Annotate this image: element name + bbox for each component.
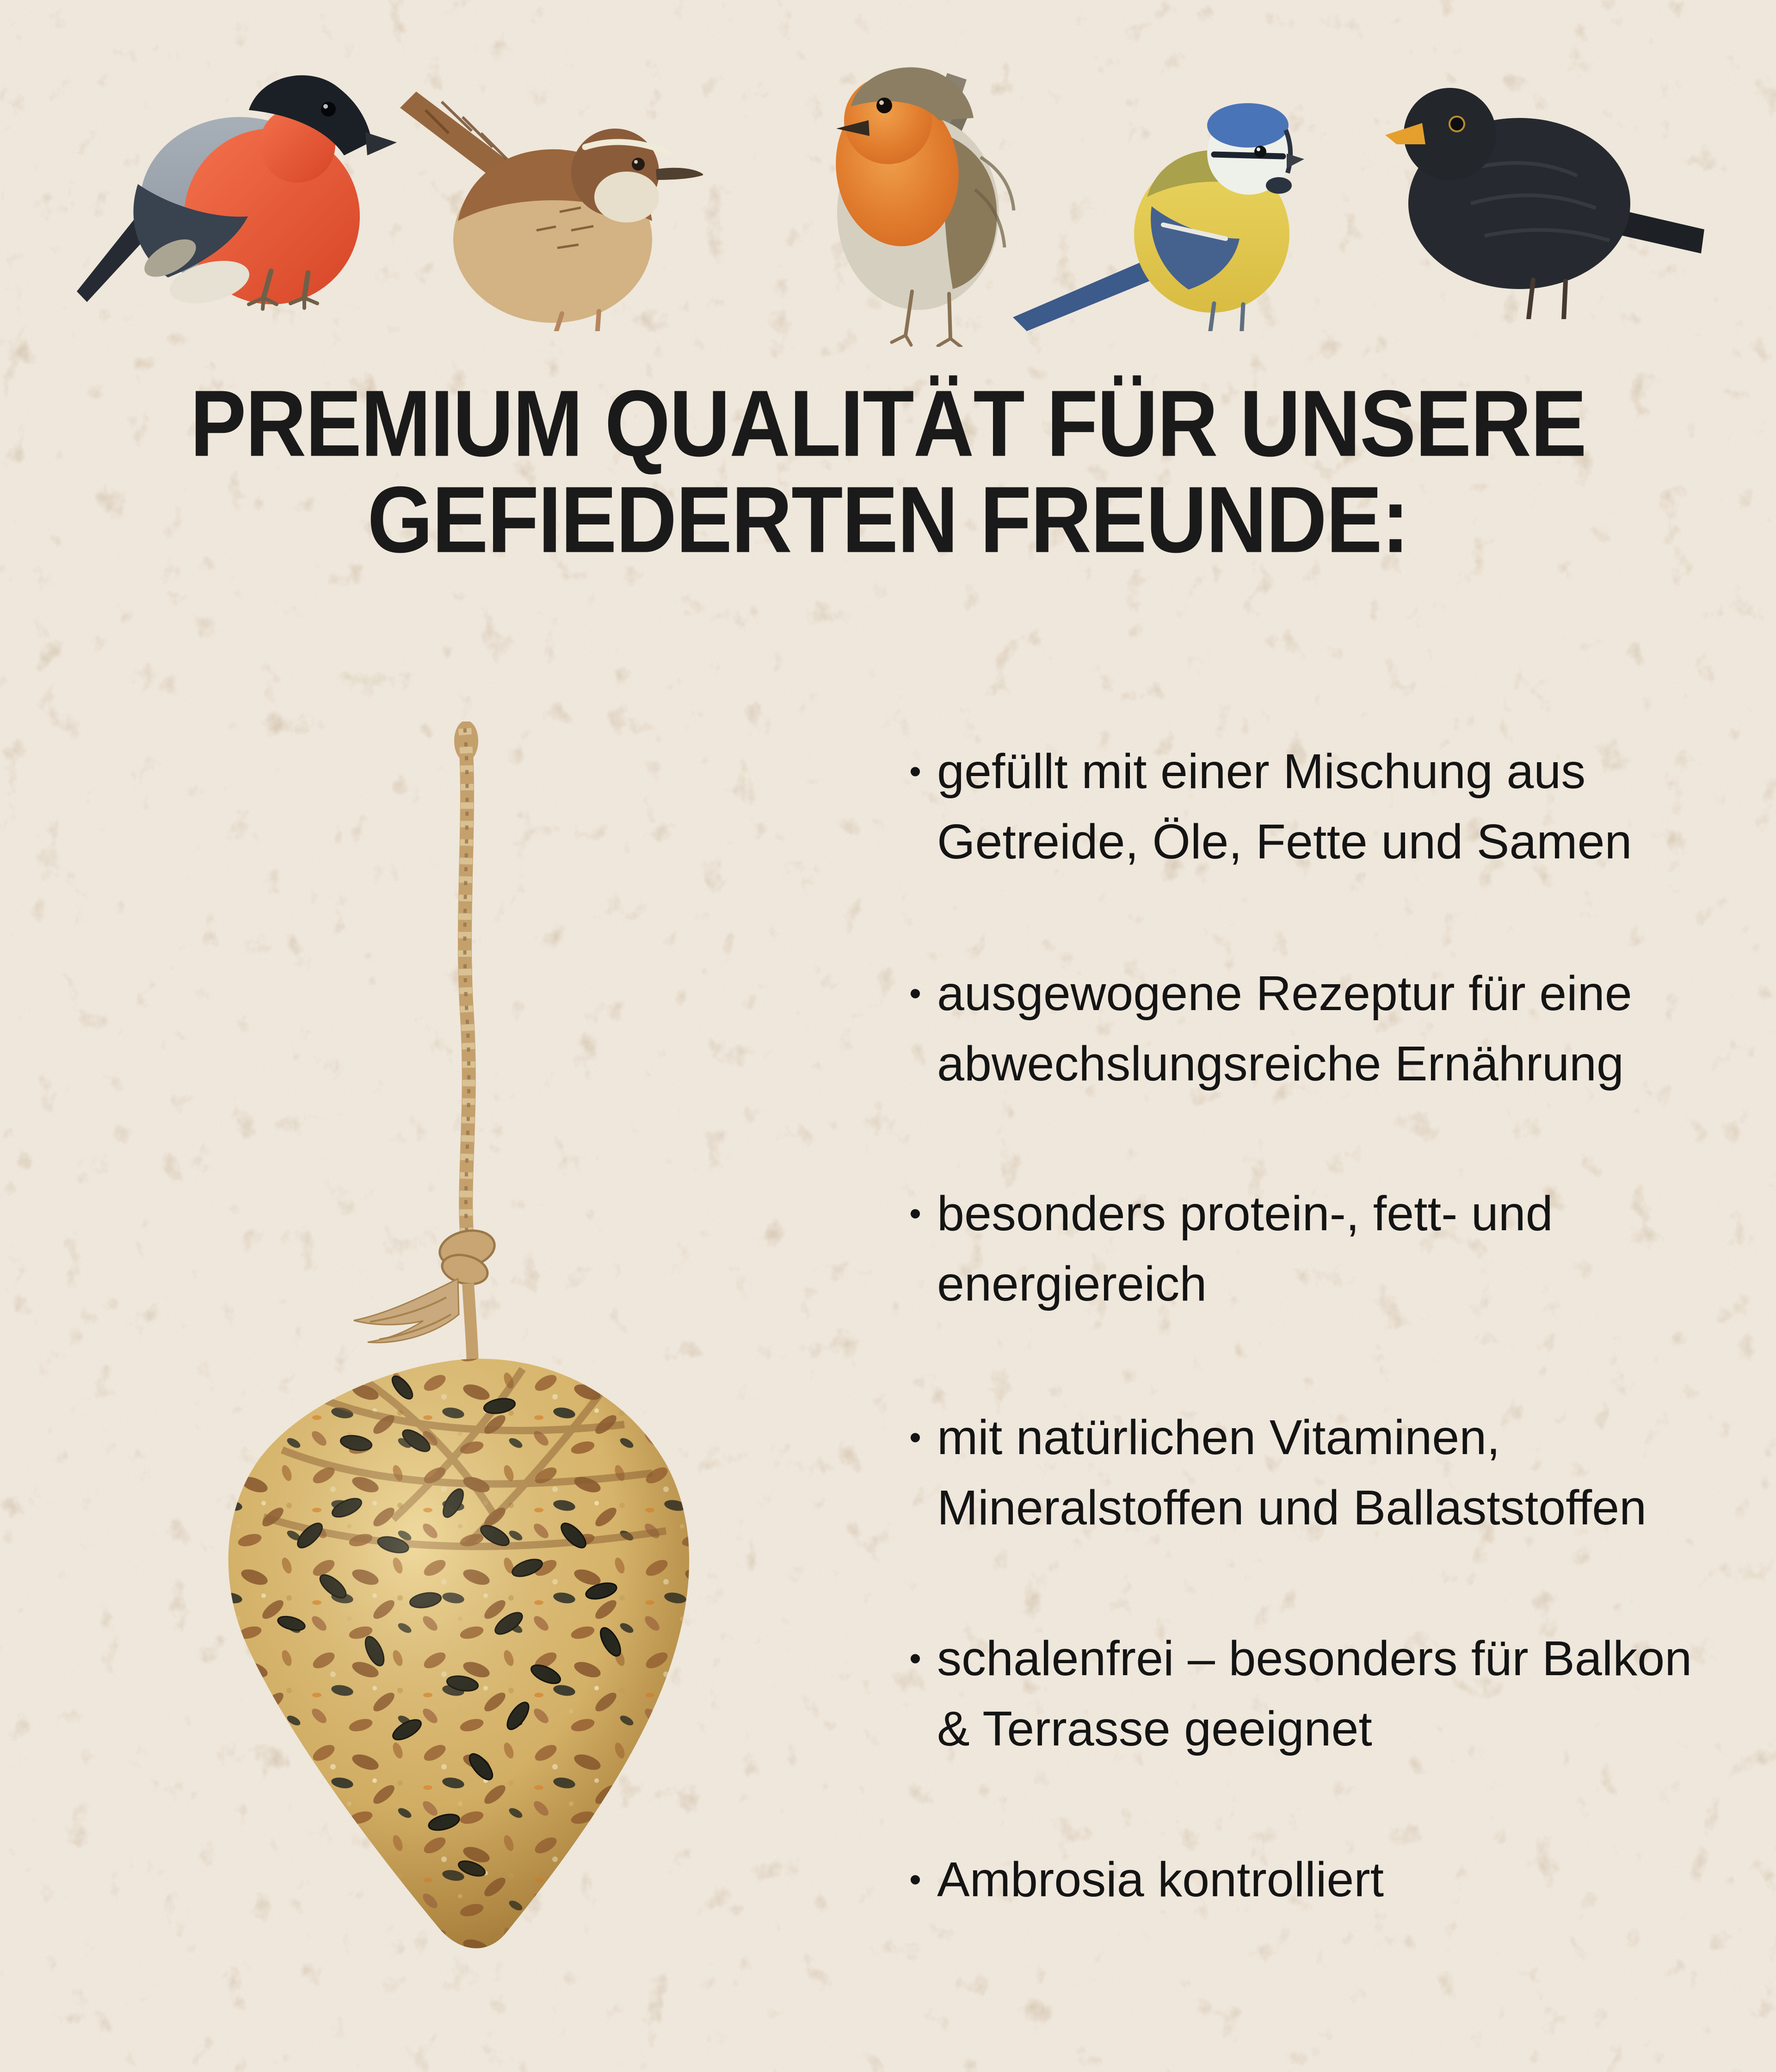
wren-illustration: [398, 73, 703, 331]
blue-tit-eye: [1254, 146, 1266, 158]
list-item: [909, 1844, 1384, 1915]
blue-tit-cap: [1207, 103, 1289, 148]
feature-line: schalenfrei – besonders für Balkon: [937, 1631, 1692, 1686]
jute-string: [354, 722, 498, 1363]
wren-beak: [656, 168, 703, 180]
wren-eye: [632, 158, 645, 171]
bullet-icon: •: [909, 1418, 921, 1456]
blue-tit-beak: [1287, 154, 1304, 168]
feature-line: energiereich: [937, 1257, 1207, 1311]
feature-line: mit natürlichen Vitaminen,: [937, 1410, 1500, 1465]
bullfinch-eye: [321, 102, 336, 117]
bullet-icon: •: [909, 1639, 921, 1677]
feature-line: abwechslungsreiche Ernährung: [937, 1036, 1624, 1091]
feature-line: Ambrosia kontrolliert: [937, 1852, 1384, 1907]
feature-line: gefüllt mit einer Mischung aus: [937, 744, 1586, 799]
list-item: [909, 736, 1632, 877]
feature-line: & Terrasse geeignet: [937, 1702, 1372, 1756]
bullfinch-illustration: [73, 64, 411, 311]
seed-cone: [213, 1350, 722, 1966]
bullet-icon: •: [909, 1194, 921, 1233]
bullet-icon: •: [909, 974, 921, 1012]
bullfinch-beak: [365, 132, 397, 155]
list-item: [909, 1178, 1553, 1319]
bullet-icon: •: [909, 752, 921, 790]
list-item: [909, 1623, 1692, 1764]
feature-line: besonders protein-, fett- und: [937, 1186, 1553, 1241]
product-image: [194, 722, 786, 1998]
feature-line: Getreide, Öle, Fette und Samen: [937, 814, 1632, 869]
blackbird-eye: [1449, 117, 1464, 131]
blackbird-illustration: [1378, 69, 1716, 319]
headline-line2: GEFIEDERTEN FREUNDE:: [367, 467, 1409, 573]
headline: [62, 370, 1714, 573]
feature-line: Mineralstoffen und Ballaststoffen: [937, 1480, 1647, 1535]
headline-line1: PREMIUM QUALITÄT FÜR UNSERE: [190, 370, 1586, 476]
list-item: [909, 1402, 1646, 1543]
feature-line: ausgewogene Rezeptur für eine: [937, 966, 1632, 1021]
bullet-icon: •: [909, 1860, 921, 1899]
list-item: [909, 958, 1632, 1099]
robin-eye: [876, 98, 892, 113]
blue-tit-illustration: [994, 86, 1314, 331]
